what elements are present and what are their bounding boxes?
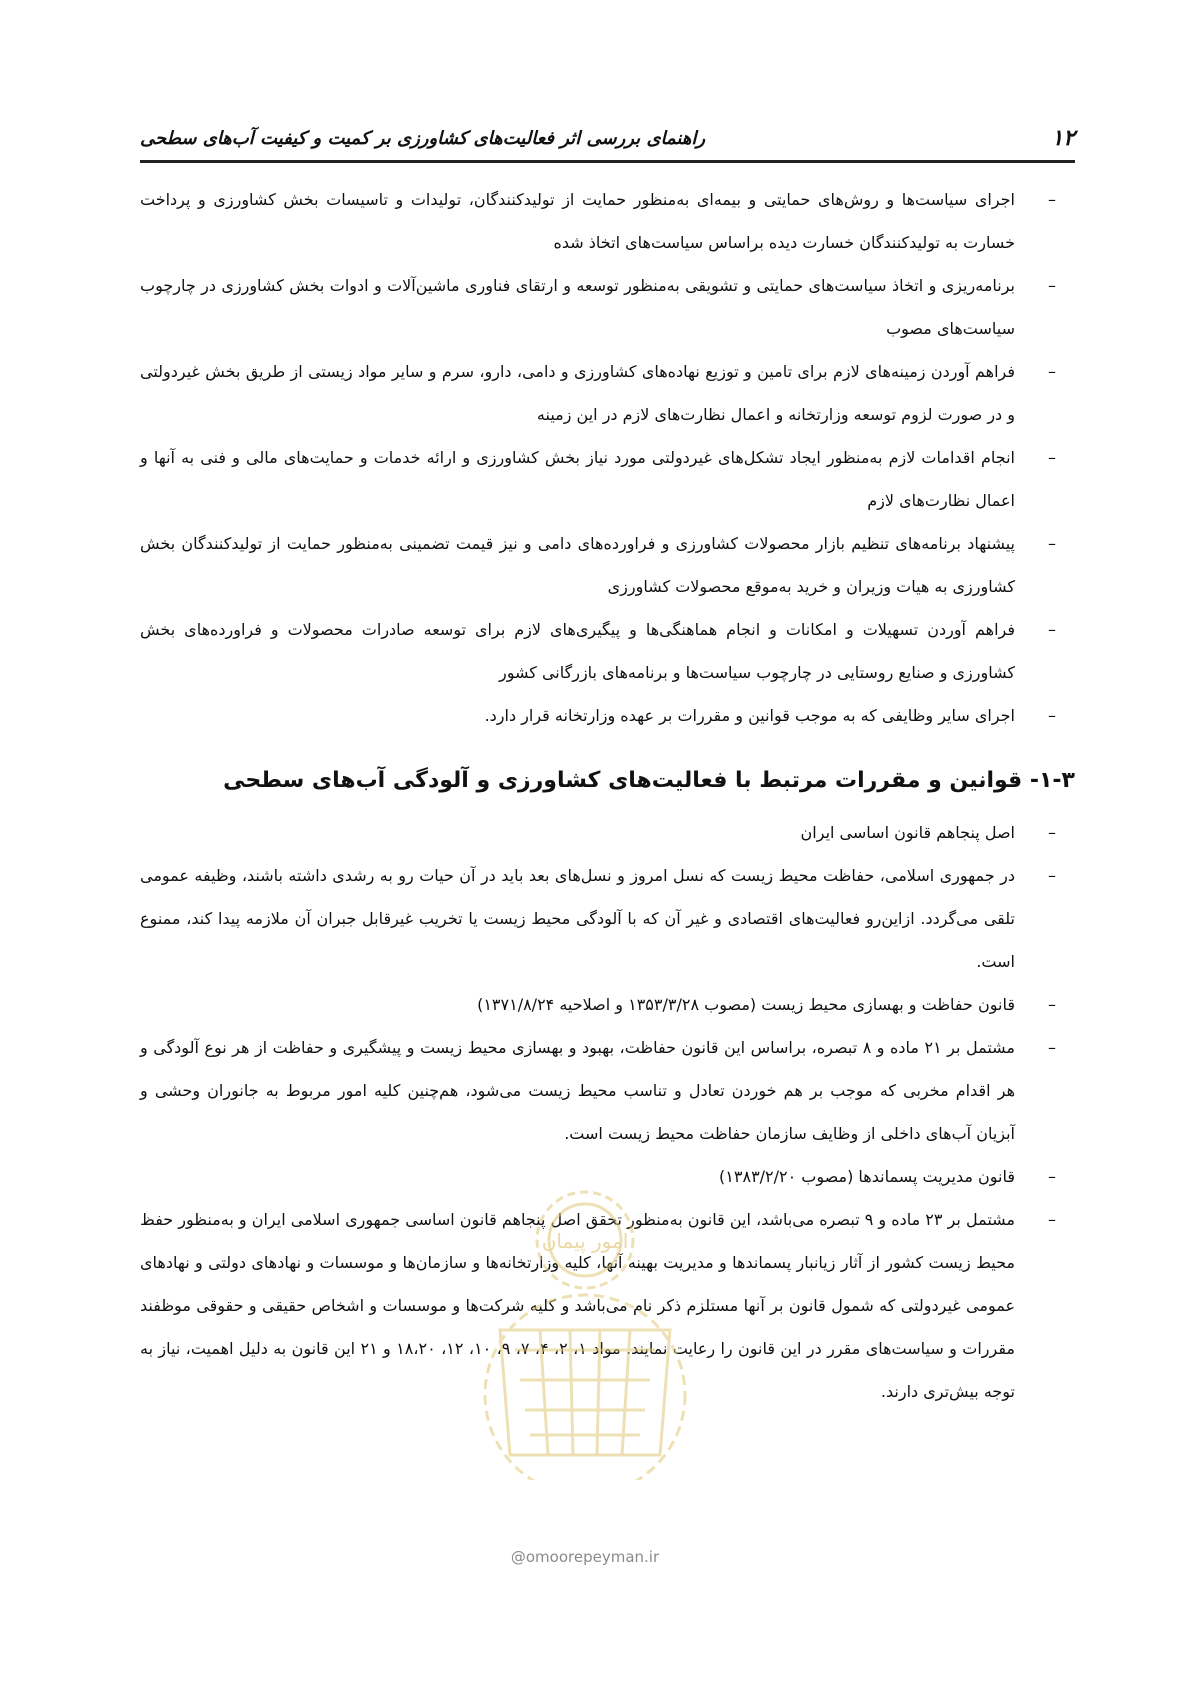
dash-marker: –	[1048, 995, 1056, 1014]
dash-marker: –	[1048, 620, 1056, 639]
dash-marker: –	[1048, 1210, 1056, 1229]
watermark-site: @omoorepeyman.ir	[510, 1548, 660, 1566]
list-item: – فراهم آوردن زمینه‌های لازم برای تامین و توزیع نهاده‌های کشاورزی و دامی، دارو، سرم و سایر مواد زیستی از طریق بخش غیردولتی و در صورت لزوم توسعه وزارتخانه و اعمال نظارت‌های لازم در این زمینه	[140, 350, 1075, 436]
list-item: – اصل پنجاهم قانون اساسی ایران	[140, 811, 1075, 854]
running-title: راهنمای بررسی اثر فعالیت‌های کشاورزی بر کمیت و کیفیت آب‌های سطحی	[140, 128, 706, 149]
dash-marker: –	[1048, 1038, 1056, 1057]
list-item: – اجرای سایر وظایفی که به موجب قوانین و مقررات بر عهده وزارتخانه قرار دارد.	[140, 694, 1075, 737]
list-item: – اجرای سیاست‌ها و روش‌های حمایتی و بیمه‌ای به‌منظور حمایت از تولیدکنندگان، تولیدات و تاسیسات بخش کشاورزی و پرداخت خسارت به تولیدکنندگان خسارت دیده براساس سیاست‌های اتخاذ شده	[140, 178, 1075, 264]
list-item: – پیشنهاد برنامه‌های تنظیم بازار محصولات کشاورزی و فراورده‌های دامی و نیز قیمت تضمینی به‌منظور حمایت از تولیدکنندگان بخش کشاورزی به هیات وزیران و خرید به‌موقع محصولات کشاورزی	[140, 522, 1075, 608]
dash-marker: –	[1048, 448, 1056, 467]
dash-marker: –	[1048, 276, 1056, 295]
svg-text:امور پیمان: امور پیمان	[541, 1229, 629, 1253]
watermark-logo	[470, 1180, 700, 1480]
dash-marker: –	[1048, 534, 1056, 553]
at-icon: @	[510, 1548, 526, 1566]
page-header	[140, 118, 1075, 158]
dash-marker: –	[1048, 1167, 1056, 1186]
dash-marker: –	[1048, 362, 1056, 381]
page-number: ۱۲	[1051, 126, 1075, 151]
list-item: – مشتمل بر ۲۱ ماده و ۸ تبصره، براساس این قانون حفاظت، بهبود و بهسازی محیط زیست و پیشگیری و حفاظت از هر نوع آلودگی و هر اقدام مخربی که موجب بر هم خوردن تعادل و تناسب محیط زیست می‌شود، هم‌چنین کلیه امور مربوط به جانوران وحشی و آبزیان آب‌های داخلی از وظایف سازمان حفاظت محیط زیست است.	[140, 1026, 1075, 1155]
duties-list	[140, 178, 1075, 737]
section-heading: ۱-۳- قوانین و مقررات مرتبط با فعالیت‌های کشاورزی و آلودگی آب‌های سطحی	[223, 768, 1075, 793]
dash-marker: –	[1048, 706, 1056, 725]
list-item: – در جمهوری اسلامی، حفاظت محیط زیست که نسل امروز و نسل‌های بعد باید در آن حیات رو به رشدی داشته باشند، وظیفه عمومی تلقی می‌گردد. ازاین‌رو فعالیت‌های اقتصادی و غیر آن که با آلودگی محیط زیست یا تخریب غیرقابل جبران آن ملازمه پیدا کند، ممنوع است.	[140, 854, 1075, 983]
dash-marker: –	[1048, 190, 1056, 209]
header-divider	[140, 160, 1075, 163]
list-item: – برنامه‌ریزی و اتخاذ سیاست‌های حمایتی و تشویقی به‌منظور توسعه و ارتقای فناوری ماشین‌آلات و ادوات بخش کشاورزی در چارچوب سیاست‌های مصوب	[140, 264, 1075, 350]
list-item: – قانون حفاظت و بهسازی محیط زیست (مصوب ۱۳۵۳/۳/۲۸ و اصلاحیه ۱۳۷۱/۸/۲۴)	[140, 983, 1075, 1026]
list-item: – قانون مدیریت پسماندها (مصوب ۱۳۸۳/۲/۲۰)	[140, 1155, 1075, 1198]
dash-marker: –	[1048, 823, 1056, 842]
dash-marker: –	[1048, 866, 1056, 885]
list-item: – فراهم آوردن تسهیلات و امکانات و انجام هماهنگی‌ها و پیگیری‌های لازم برای توسعه صادرات محصولات و فراورده‌های بخش کشاورزی و صنایع روستایی در چارچوب سیاست‌ها و برنامه‌های بازرگانی کشور	[140, 608, 1075, 694]
list-item: – انجام اقدامات لازم به‌منظور ایجاد تشکل‌های غیردولتی مورد نیاز بخش کشاورزی و ارائه خدمات و حمایت‌های مالی و فنی به آنها و اعمال نظارت‌های لازم	[140, 436, 1075, 522]
list-item: – مشتمل بر ۲۳ ماده و ۹ تبصره می‌باشد، این قانون به‌منظور تحقق اصل پنجاهم قانون اساسی جمهوری اسلامی ایران و به‌منظور حفظ محیط زیست کشور از آثار زیانبار پسماندها و مدیریت بهینه آنها، کلیه وزارتخانه‌ها و سازمان‌ها و موسسات و نهادهای دولتی و نهادهای عمومی غیردولتی که شمول قانون بر آنها مستلزم ذکر نام می‌باشد و کلیه شرکت‌ها و موسسات و اشخاص حقیقی و حقوقی موظفند مقررات و سیاست‌های مقرر در این قانون را رعایت نمایند. مواد ۱، ۲، ۴، ۷، ۹، ۱۰، ۱۲، ۱۸،۲۰ و ۲۱ این قانون به دلیل اهمیت، نیاز به توجه بیش‌تری دارند.	[140, 1198, 1075, 1413]
